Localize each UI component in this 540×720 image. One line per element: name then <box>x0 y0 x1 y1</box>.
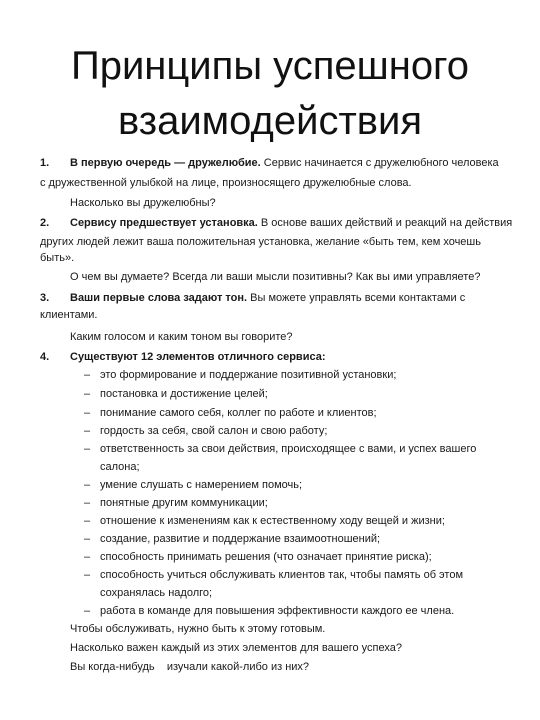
list-item: это формирование и поддержание позитивной установки; <box>100 369 397 381</box>
list-item: гордость за себя, свой салон и свою работу; <box>100 425 328 437</box>
dash-bullet: – <box>84 388 91 400</box>
item-text-line: других людей лежит ваша положительная установка, желание «быть тем, кем хочешь <box>40 236 481 248</box>
item-heading <box>70 291 465 305</box>
list-item: способность учиться обслуживать клиентов так, чтобы память об этом <box>100 569 464 581</box>
dash-bullet: – <box>84 443 91 455</box>
item-text: Вы можете управлять всеми контактами с <box>247 292 466 304</box>
dash-bullet: – <box>84 515 91 527</box>
list-item: умение слушать с намерением помочь; <box>100 479 303 491</box>
page-title-line-2: взаимодействия <box>117 99 423 143</box>
item-text-line: с дружественной улыбкой на лице, произносящего дружелюбные слова. <box>40 177 412 189</box>
item-text: В основе ваших действий и реакций на действия <box>257 217 513 229</box>
item-number: 4. <box>40 351 50 363</box>
list-item: способность принимать решения (что означает принятие риска); <box>100 551 432 563</box>
list-item: постановка и достижение целей; <box>100 388 268 400</box>
item-heading: Существуют 12 элементов отличного сервиса: <box>70 351 326 363</box>
item-heading <box>70 216 512 230</box>
dash-bullet: – <box>84 369 91 381</box>
item-bold-text: Ваши первые слова задают тон. <box>70 292 248 304</box>
dash-bullet: – <box>84 479 91 491</box>
dash-bullet: – <box>84 533 91 545</box>
dash-bullet: – <box>84 497 91 509</box>
dash-bullet: – <box>84 407 91 419</box>
item-bold-text: Сервису предшествует установка. <box>70 217 258 229</box>
closing-line: Насколько важен каждый из этих элементов для вашего успеха? <box>70 642 402 654</box>
item-bold-text: В первую очередь — дружелюбие. <box>70 157 261 169</box>
item-heading <box>70 156 499 170</box>
dash-bullet: – <box>84 605 91 617</box>
list-item: работа в команде для повышения эффективности каждого ее члена. <box>100 605 455 617</box>
item-question: Насколько вы дружелюбны? <box>70 197 216 209</box>
item-question: Каким голосом и каким тоном вы говорите? <box>70 331 293 343</box>
item-number: 1. <box>40 157 50 169</box>
item-text: Сервис начинается с дружелюбного человека <box>260 157 499 169</box>
page-title-line-1: Принципы успешного <box>70 44 470 88</box>
list-item: создание, развитие и поддержание взаимоотношений; <box>100 533 381 545</box>
item-text-line: быть». <box>40 252 75 264</box>
item-number: 3. <box>40 292 50 304</box>
dash-bullet: – <box>84 569 91 581</box>
item-number: 2. <box>40 217 50 229</box>
closing-line: Чтобы обслуживать, нужно быть к этому готовым. <box>70 623 326 635</box>
list-item: отношение к изменениям как к естественному ходу вещей и жизни; <box>100 515 445 527</box>
list-item: ответственность за свои действия, происходящее с вами, и успех вашего <box>100 443 477 455</box>
item-text-line: клиентами. <box>40 309 98 321</box>
dash-bullet: – <box>84 425 91 437</box>
list-item: понятные другим коммуникации; <box>100 497 268 509</box>
item-question: О чем вы думаете? Всегда ли ваши мысли позитивны? Как вы ими управляете? <box>70 271 481 283</box>
list-item-continuation: сохранялась надолго; <box>100 587 213 599</box>
closing-line: Вы когда-нибудь изучали какой-либо из них? <box>70 661 310 673</box>
dash-bullet: – <box>84 551 91 563</box>
list-item: понимание самого себя, коллег по работе и клиентов; <box>100 407 377 419</box>
list-item-continuation: салона; <box>100 461 140 473</box>
